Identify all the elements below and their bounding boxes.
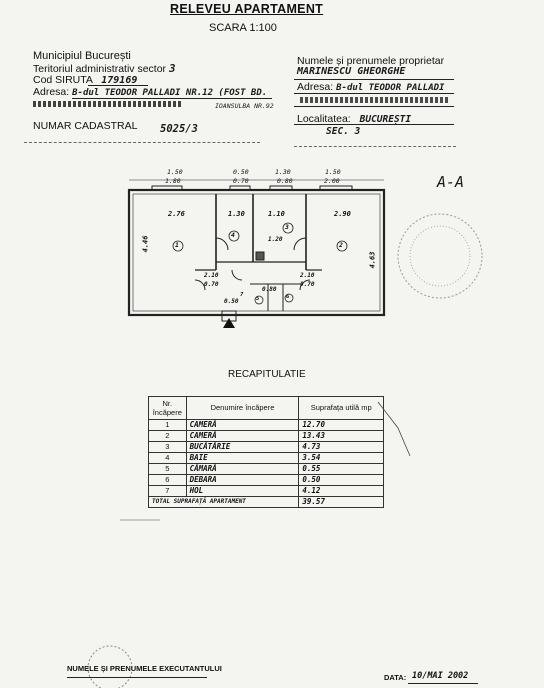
sector-label: Teritoriul administrativ sector <box>33 63 167 75</box>
address-note: IOANSULBA NR.92 <box>215 102 274 110</box>
date-value: 10/MAI 2002 <box>412 671 469 681</box>
sector-value: 3 <box>168 62 176 75</box>
locality-label: Localitatea: <box>297 113 351 125</box>
row-nr: 4 <box>149 453 187 464</box>
dim-top-8: 2.00 <box>324 177 340 185</box>
right-address-value: B-dul TEODOR PALLADI <box>336 83 445 93</box>
inner-dim-1: 2.10 <box>204 272 219 279</box>
inner-dim-6: 0.80 <box>262 286 277 293</box>
row-nr: 7 <box>149 486 187 497</box>
row-area: 13.43 <box>299 431 384 442</box>
dim-top-6: 0.80 <box>277 177 293 185</box>
row-area: 12.70 <box>299 420 384 431</box>
row-area: 0.50 <box>299 475 384 486</box>
section-marker: A-A <box>437 173 465 191</box>
room-height-2: 4.63 <box>368 251 377 269</box>
inner-dim-3: 2.10 <box>300 272 315 279</box>
recap-title: RECAPITULATIE <box>228 369 306 380</box>
dim-top-2: 1.80 <box>165 177 181 185</box>
row-name: BAIE <box>186 453 299 464</box>
date-label: DATA: <box>384 673 407 682</box>
row-nr: 6 <box>149 475 187 486</box>
total-label: TOTAL SUPRAFAȚĂ APARTAMENT <box>149 497 299 508</box>
room-width-2: 1.30 <box>228 210 245 218</box>
row-name: BUCĂTĂRIE <box>186 442 299 453</box>
inner-dim-7: 0.50 <box>224 298 239 305</box>
owner-label: Numele și prenumele proprietar <box>297 55 445 67</box>
cadastral-label: NUMAR CADASTRAL <box>33 120 138 132</box>
row-area: 0.55 <box>299 464 384 475</box>
room-num-6: 6 <box>286 294 290 300</box>
page-title: RELEVEU APARTAMENT <box>170 2 324 16</box>
room-num-5: 5 <box>256 296 260 302</box>
row-area: 4.73 <box>299 442 384 453</box>
row-name: CAMERĂ <box>186 420 299 431</box>
row-name: CĂMARĂ <box>186 464 299 475</box>
row-nr: 5 <box>149 464 187 475</box>
margin-stroke <box>378 402 410 456</box>
col-nr: Nr. încăpere <box>149 397 187 420</box>
row-name: DEBARA <box>186 475 299 486</box>
row-area: 3.54 <box>299 453 384 464</box>
room-width-1: 2.76 <box>168 210 185 218</box>
siruta-value: 179169 <box>101 75 138 86</box>
cadastral-value: 5025/3 <box>160 123 198 135</box>
executor-label: NUMELE ȘI PRENUMELE EXECUTANTULUI <box>67 664 222 673</box>
row-nr: 3 <box>149 442 187 453</box>
room-num-2: 2 <box>339 241 343 249</box>
inner-dim-5: 1.20 <box>268 236 283 243</box>
col-area: Suprafața utilă mp <box>299 397 384 420</box>
municipality: Municipiul București <box>33 50 131 62</box>
row-nr: 1 <box>149 420 187 431</box>
address-value: B-dul TEODOR PALLADI NR.12 (FOST BD. <box>72 88 268 98</box>
dim-top-1: 1.50 <box>167 168 183 176</box>
dim-top-7: 1.50 <box>325 168 341 176</box>
row-name: CAMERĂ <box>186 431 299 442</box>
executor-underline <box>67 677 207 678</box>
scale-label: SCARA 1:100 <box>209 22 277 34</box>
dim-top-4: 0.70 <box>233 177 249 185</box>
room-height-1: 4.46 <box>141 235 150 253</box>
siruta-label: Cod SIRUTA <box>33 74 93 86</box>
total-value: 39.57 <box>299 497 384 508</box>
room-width-4: 2.90 <box>334 210 351 218</box>
row-nr: 2 <box>149 431 187 442</box>
owner-value: MARINESCU GHEORGHE <box>297 66 406 77</box>
room-num-1: 1 <box>175 241 179 249</box>
room-num-4: 4 <box>231 231 235 239</box>
locality-value: BUCUREȘTI <box>359 114 412 125</box>
room-width-3: 1.10 <box>268 210 285 218</box>
address-label: Adresa: <box>33 86 70 98</box>
room-num-7: 7 <box>240 292 244 298</box>
row-name: HOL <box>186 486 299 497</box>
dim-top-3: 0.50 <box>233 168 249 176</box>
date-underline <box>408 683 478 684</box>
inner-dim-4: 0.70 <box>300 281 315 288</box>
dim-top-5: 1.30 <box>275 168 291 176</box>
col-name: Denumire încăpere <box>186 397 299 420</box>
right-address-label: Adresa: <box>297 81 334 93</box>
right-sector-value: SEC. 3 <box>326 126 361 137</box>
row-area: 4.12 <box>299 486 384 497</box>
room-num-3: 3 <box>285 223 289 231</box>
inner-dim-2: 0.70 <box>204 281 219 288</box>
